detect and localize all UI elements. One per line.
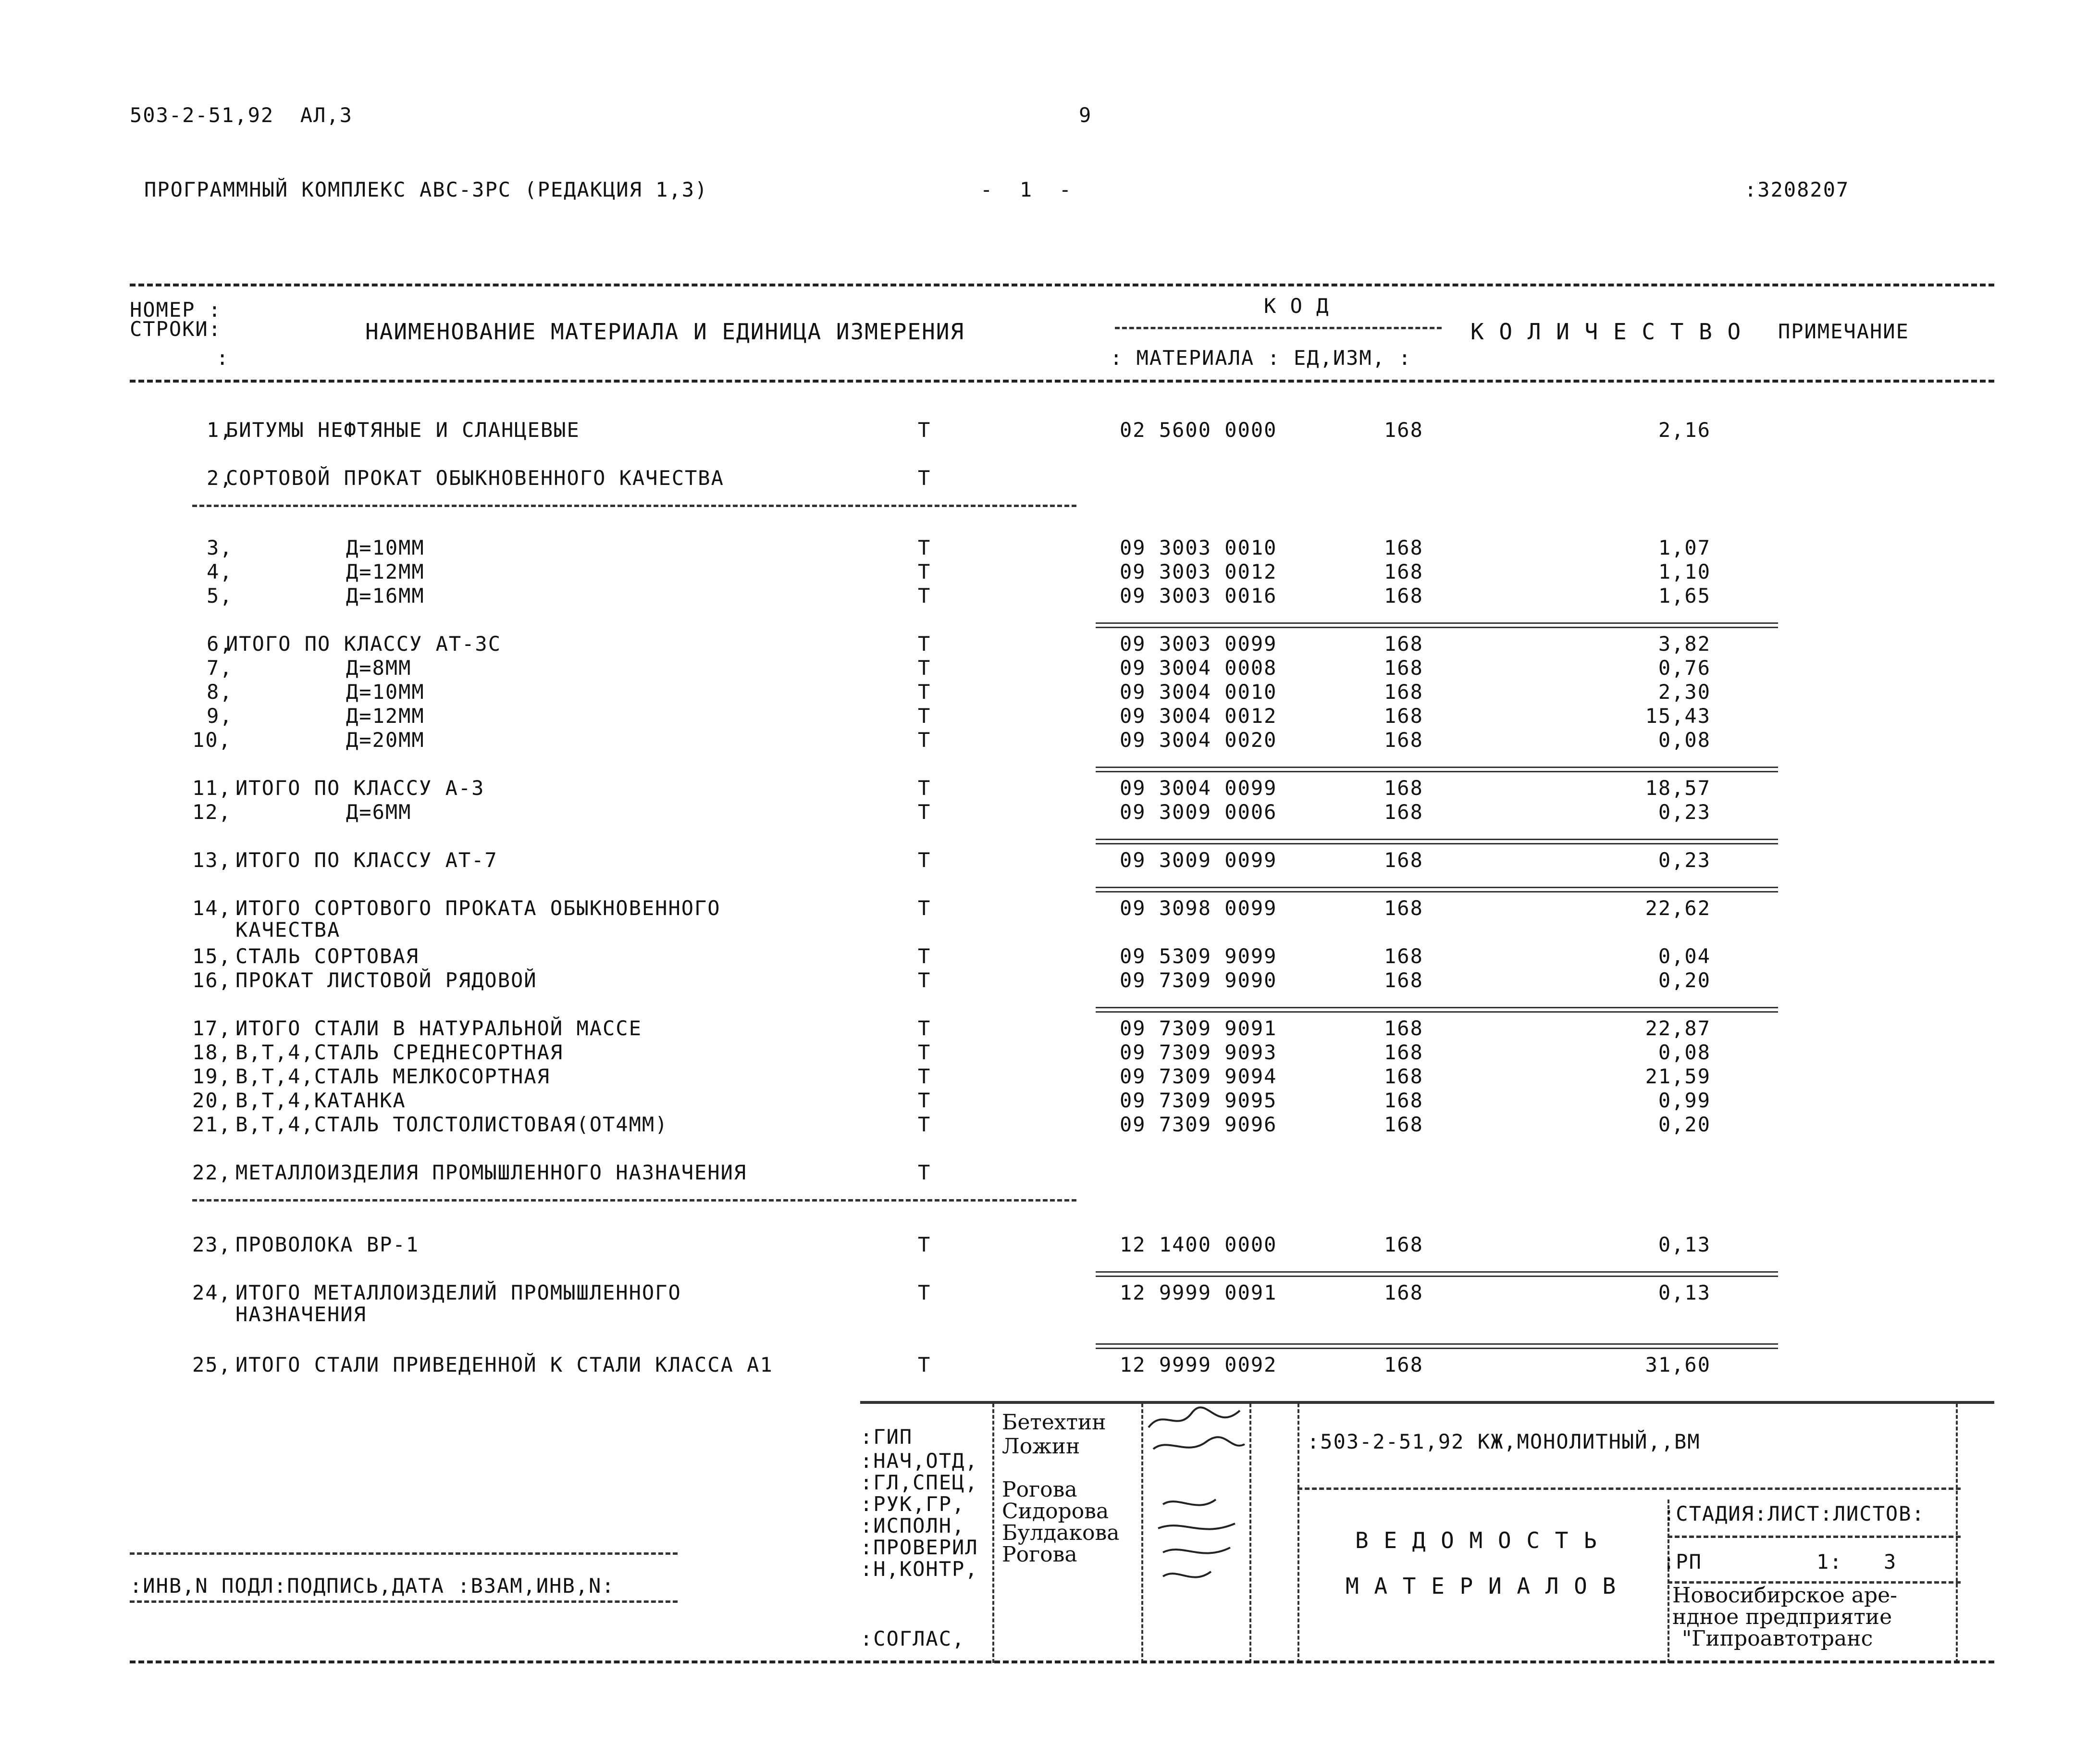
stamp-role: :СОГЛАС,	[860, 1627, 965, 1650]
row-quantity: 0,76	[1658, 656, 1711, 680]
row-material-code: 09 3004 0008	[1120, 656, 1277, 680]
row-material-code: 09 7309 9095	[1120, 1089, 1277, 1112]
row-name: ИТОГО СТАЛИ В НАТУРАЛЬНОЙ МАССЕ	[235, 1016, 642, 1040]
row-unit-code: 168	[1384, 1113, 1423, 1136]
row-name: Д=12ММ	[346, 560, 425, 583]
row-unit: Т	[918, 536, 931, 559]
row-name: Д=16ММ	[346, 584, 425, 607]
row-quantity: 0,13	[1658, 1233, 1711, 1256]
row-name: В,Т,4,СТАЛЬ СРЕДНЕСОРТНАЯ	[235, 1041, 564, 1064]
row-material-code: 09 7309 9091	[1120, 1016, 1277, 1040]
stamp-person-name: Ложин	[1002, 1434, 1080, 1459]
total-separator	[1096, 1271, 1778, 1277]
doc-id: :3208207	[1744, 178, 1850, 201]
stamp-sheets: 3	[1884, 1550, 1897, 1574]
stamp-person-name: Булдакова	[1002, 1521, 1120, 1545]
row-name: Д=8ММ	[346, 656, 412, 680]
row-unit: Т	[918, 1065, 931, 1088]
row-number: 24,	[192, 1281, 232, 1304]
row-number: 12,	[192, 800, 232, 824]
row-material-code: 09 3009 0006	[1120, 800, 1277, 824]
stamp-role: :ГИП	[860, 1425, 913, 1449]
row-unit: Т	[918, 680, 931, 704]
header-stroki: СТРОКИ:	[130, 317, 222, 341]
row-unit: Т	[918, 704, 931, 728]
row-unit-code: 168	[1384, 418, 1423, 442]
stamp-doc-title: :503-2-51,92 КЖ,МОНОЛИТНЫЙ,,ВМ	[1307, 1430, 1701, 1453]
row-unit-code: 168	[1384, 560, 1423, 583]
row-number: 8,	[207, 680, 233, 704]
stamp-role: :ИСПОЛН,	[860, 1514, 965, 1537]
header-note: ПРИМЕЧАНИЕ	[1778, 320, 1909, 343]
row-unit-code: 168	[1384, 704, 1423, 728]
row-quantity: 18,57	[1645, 776, 1711, 800]
row-name: ИТОГО СТАЛИ ПРИВЕДЕННОЙ К СТАЛИ КЛАССА А1	[235, 1353, 773, 1376]
header-qty: К О Л И Ч Е С Т В О	[1470, 319, 1742, 345]
stamp-divider	[992, 1403, 994, 1663]
header-kod-divider	[1115, 327, 1442, 329]
row-unit-code: 168	[1384, 536, 1423, 559]
row-material-code: 09 7309 9093	[1120, 1041, 1277, 1064]
row-name: БИТУМЫ НЕФТЯНЫЕ И СЛАНЦЕВЫЕ	[226, 418, 580, 442]
row-unit: Т	[918, 728, 931, 752]
row-number: 5,	[207, 584, 233, 607]
row-name: Д=20ММ	[346, 728, 425, 752]
row-unit-code: 168	[1384, 680, 1423, 704]
row-name: Д=12ММ	[346, 704, 425, 728]
stamp-title-line1: В Е Д О М О С Т Ь	[1355, 1527, 1598, 1553]
row-number: 14,	[192, 896, 232, 920]
row-name-continued: НАЗНАЧЕНИЯ	[235, 1302, 367, 1326]
row-number: 6,	[207, 632, 233, 656]
row-name: В,Т,4,СТАЛЬ МЕЛКОСОРТНАЯ	[235, 1065, 550, 1088]
row-quantity: 0,04	[1658, 944, 1711, 968]
row-number: 19,	[192, 1065, 232, 1088]
header-top-rule	[130, 284, 1994, 286]
row-unit-code: 168	[1384, 968, 1423, 992]
row-unit-code: 168	[1384, 1041, 1423, 1064]
row-unit-code: 168	[1384, 1353, 1423, 1376]
row-quantity: 0,08	[1658, 1041, 1711, 1064]
row-quantity: 2,30	[1658, 680, 1711, 704]
row-material-code: 12 9999 0091	[1120, 1281, 1277, 1304]
row-number: 9,	[207, 704, 233, 728]
row-unit-code: 168	[1384, 656, 1423, 680]
program-line: ПРОГРАММНЫЙ КОМПЛЕКС АВС-3РС (РЕДАКЦИЯ 1,3)	[144, 178, 708, 201]
row-material-code: 02 5600 0000	[1120, 418, 1277, 442]
left-stamp-labels: :ИНВ,N ПОДЛ:ПОДПИСЬ,ДАТА :ВЗАМ,ИНВ,N:	[130, 1574, 615, 1598]
doc-code: 503-2-51,92 АЛ,3	[130, 103, 353, 127]
row-number: 17,	[192, 1016, 232, 1040]
stamp-sheet: 1:	[1816, 1550, 1843, 1574]
stamp-divider-h	[1668, 1536, 1961, 1538]
row-number: 15,	[192, 944, 232, 968]
row-unit-code: 168	[1384, 1281, 1423, 1304]
row-material-code: 09 3003 0012	[1120, 560, 1277, 583]
signature-scribbles	[1144, 1403, 1249, 1615]
row-unit-code: 168	[1384, 848, 1423, 872]
row-number: 21,	[192, 1113, 232, 1136]
row-unit: Т	[918, 1041, 931, 1064]
row-unit-code: 168	[1384, 1089, 1423, 1112]
stamp-stage: :РП	[1663, 1550, 1702, 1574]
left-stamp-rule	[130, 1552, 678, 1555]
page-bottom-rule	[130, 1661, 1994, 1663]
page-mark: - 1 -	[980, 178, 1073, 201]
row-quantity: 22,87	[1645, 1016, 1711, 1040]
row-material-code: 12 9999 0092	[1120, 1353, 1277, 1376]
row-unit: Т	[918, 466, 931, 490]
row-number: 1,	[207, 418, 233, 442]
row-number: 4,	[207, 560, 233, 583]
row-name-continued: КАЧЕСТВА	[235, 918, 341, 942]
row-name: СОРТОВОЙ ПРОКАТ ОБЫКНОВЕННОГО КАЧЕСТВА	[226, 466, 724, 490]
row-quantity: 0,20	[1658, 1113, 1711, 1136]
row-name: Д=10ММ	[346, 680, 425, 704]
row-name: В,Т,4,СТАЛЬ ТОЛСТОЛИСТОВАЯ(ОТ4ММ)	[235, 1113, 668, 1136]
row-unit-code: 168	[1384, 584, 1423, 607]
row-number: 11,	[192, 776, 232, 800]
row-unit: Т	[918, 1281, 931, 1304]
row-quantity: 1,65	[1658, 584, 1711, 607]
row-unit: Т	[918, 656, 931, 680]
row-name: ИТОГО ПО КЛАССУ А-3	[235, 776, 485, 800]
stamp-role: :ГЛ,СПЕЦ,	[860, 1471, 978, 1494]
stamp-divider	[1297, 1403, 1299, 1663]
row-material-code: 09 3004 0012	[1120, 704, 1277, 728]
row-material-code: 09 3004 0020	[1120, 728, 1277, 752]
row-material-code: 12 1400 0000	[1120, 1233, 1277, 1256]
row-unit: Т	[918, 1113, 931, 1136]
row-material-code: 09 3003 0099	[1120, 632, 1277, 656]
row-quantity: 1,07	[1658, 536, 1711, 559]
row-unit-code: 168	[1384, 728, 1423, 752]
row-quantity: 15,43	[1645, 704, 1711, 728]
row-number: 23,	[192, 1233, 232, 1256]
left-stamp-rule	[130, 1600, 678, 1603]
row-number: 3,	[207, 536, 233, 559]
header-bottom-rule	[130, 380, 1994, 383]
stamp-org-line1: Новосибирское аре-	[1672, 1583, 1898, 1608]
row-unit: Т	[918, 1016, 931, 1040]
row-unit: Т	[918, 968, 931, 992]
row-unit: Т	[918, 1089, 931, 1112]
row-material-code: 09 5309 9099	[1120, 944, 1277, 968]
total-separator	[1096, 839, 1778, 844]
total-separator	[1096, 1007, 1778, 1013]
page-number: 9	[1079, 103, 1092, 127]
row-unit: Т	[918, 632, 931, 656]
row-material-code: 09 3004 0099	[1120, 776, 1277, 800]
row-unit: Т	[918, 896, 931, 920]
row-material-code: 09 3003 0010	[1120, 536, 1277, 559]
row-number: 2,	[207, 466, 233, 490]
section-separator	[192, 1199, 1076, 1202]
row-number: 20,	[192, 1089, 232, 1112]
row-unit-code: 168	[1384, 944, 1423, 968]
row-unit: Т	[918, 776, 931, 800]
row-quantity: 3,82	[1658, 632, 1711, 656]
row-quantity: 0,20	[1658, 968, 1711, 992]
row-name: ПРОВОЛОКА ВР-1	[235, 1233, 420, 1256]
row-quantity: 0,23	[1658, 848, 1711, 872]
row-unit-code: 168	[1384, 896, 1423, 920]
row-unit: Т	[918, 1233, 931, 1256]
stamp-divider	[1141, 1403, 1143, 1663]
row-quantity: 0,13	[1658, 1281, 1711, 1304]
stamp-role: :ПРОВЕРИЛ	[860, 1536, 978, 1559]
stamp-top-rule	[860, 1401, 1994, 1404]
row-material-code: 09 3003 0016	[1120, 584, 1277, 607]
row-unit: Т	[918, 418, 931, 442]
row-material-code: 09 7309 9090	[1120, 968, 1277, 992]
row-name: СТАЛЬ СОРТОВАЯ	[235, 944, 420, 968]
total-separator	[1096, 767, 1778, 772]
header-nomer: НОМЕР :	[130, 298, 222, 322]
row-name: В,Т,4,КАТАНКА	[235, 1089, 406, 1112]
row-unit: Т	[918, 560, 931, 583]
row-name: Д=10ММ	[346, 536, 425, 559]
stamp-person-name: Рогова	[1002, 1477, 1077, 1502]
header-name: НАИМЕНОВАНИЕ МАТЕРИАЛА И ЕДИНИЦА ИЗМЕРЕНИЯ	[365, 319, 965, 345]
row-unit: Т	[918, 584, 931, 607]
row-number: 22,	[192, 1161, 232, 1184]
header-kod-sub: : МАТЕРИАЛА : ЕД,ИЗМ, :	[1110, 346, 1412, 370]
row-number: 7,	[207, 656, 233, 680]
row-number: 13,	[192, 848, 232, 872]
row-quantity: 31,60	[1645, 1353, 1711, 1376]
row-unit-code: 168	[1384, 776, 1423, 800]
header-colon: :	[216, 346, 230, 370]
total-separator	[1096, 622, 1778, 628]
row-unit-code: 168	[1384, 1065, 1423, 1088]
row-unit: Т	[918, 1353, 931, 1376]
row-unit-code: 168	[1384, 800, 1423, 824]
stamp-person-name: Бетехтин	[1002, 1410, 1106, 1435]
stamp-title-line2: М А Т Е Р И А Л О В	[1346, 1573, 1617, 1599]
row-unit-code: 168	[1384, 632, 1423, 656]
stamp-divider	[1249, 1403, 1251, 1663]
row-quantity: 2,16	[1658, 418, 1711, 442]
row-material-code: 09 7309 9094	[1120, 1065, 1277, 1088]
row-material-code: 09 7309 9096	[1120, 1113, 1277, 1136]
stamp-stage-header: :СТАДИЯ:ЛИСТ:ЛИСТОВ:	[1663, 1502, 1925, 1525]
row-unit: Т	[918, 848, 931, 872]
stamp-divider-h	[1297, 1487, 1961, 1490]
stamp-org-line3: "Гипроавтотранс	[1682, 1626, 1873, 1651]
row-quantity: 22,62	[1645, 896, 1711, 920]
row-material-code: 09 3009 0099	[1120, 848, 1277, 872]
row-number: 18,	[192, 1041, 232, 1064]
row-unit-code: 168	[1384, 1233, 1423, 1256]
row-unit-code: 168	[1384, 1016, 1423, 1040]
row-unit: Т	[918, 800, 931, 824]
stamp-role: :НАЧ,ОТД,	[860, 1449, 978, 1473]
row-quantity: 0,08	[1658, 728, 1711, 752]
row-name: ПРОКАТ ЛИСТОВОЙ РЯДОВОЙ	[235, 968, 537, 992]
row-name: Д=6ММ	[346, 800, 412, 824]
row-quantity: 0,23	[1658, 800, 1711, 824]
row-unit: Т	[918, 944, 931, 968]
stamp-person-name: Рогова	[1002, 1542, 1077, 1567]
row-unit: Т	[918, 1161, 931, 1184]
stamp-role: :Н,КОНТР,	[860, 1557, 978, 1581]
total-separator	[1096, 1343, 1778, 1349]
total-separator	[1096, 887, 1778, 892]
stamp-person-name: Сидорова	[1002, 1499, 1109, 1524]
row-number: 16,	[192, 968, 232, 992]
row-number: 25,	[192, 1353, 232, 1376]
row-quantity: 21,59	[1645, 1065, 1711, 1088]
stamp-org-line2: ндное предприятие	[1672, 1605, 1892, 1629]
section-separator	[192, 505, 1076, 507]
row-number: 10,	[192, 728, 232, 752]
row-quantity: 1,10	[1658, 560, 1711, 583]
row-material-code: 09 3098 0099	[1120, 896, 1277, 920]
header-kod: К О Д	[1264, 294, 1330, 318]
row-name: ИТОГО ПО КЛАССУ АТ-3С	[226, 632, 502, 656]
stamp-divider	[1956, 1403, 1958, 1663]
row-quantity: 0,99	[1658, 1089, 1711, 1112]
row-name: ИТОГО СОРТОВОГО ПРОКАТА ОБЫКНОВЕННОГО	[235, 896, 721, 920]
row-material-code: 09 3004 0010	[1120, 680, 1277, 704]
row-name: ИТОГО МЕТАЛЛОИЗДЕЛИЙ ПРОМЫШЛЕННОГО	[235, 1281, 681, 1304]
row-name: ИТОГО ПО КЛАССУ АТ-7	[235, 848, 498, 872]
row-name: МЕТАЛЛОИЗДЕЛИЯ ПРОМЫШЛЕННОГО НАЗНАЧЕНИЯ	[235, 1161, 747, 1184]
stamp-role: :РУК,ГР,	[860, 1492, 965, 1516]
